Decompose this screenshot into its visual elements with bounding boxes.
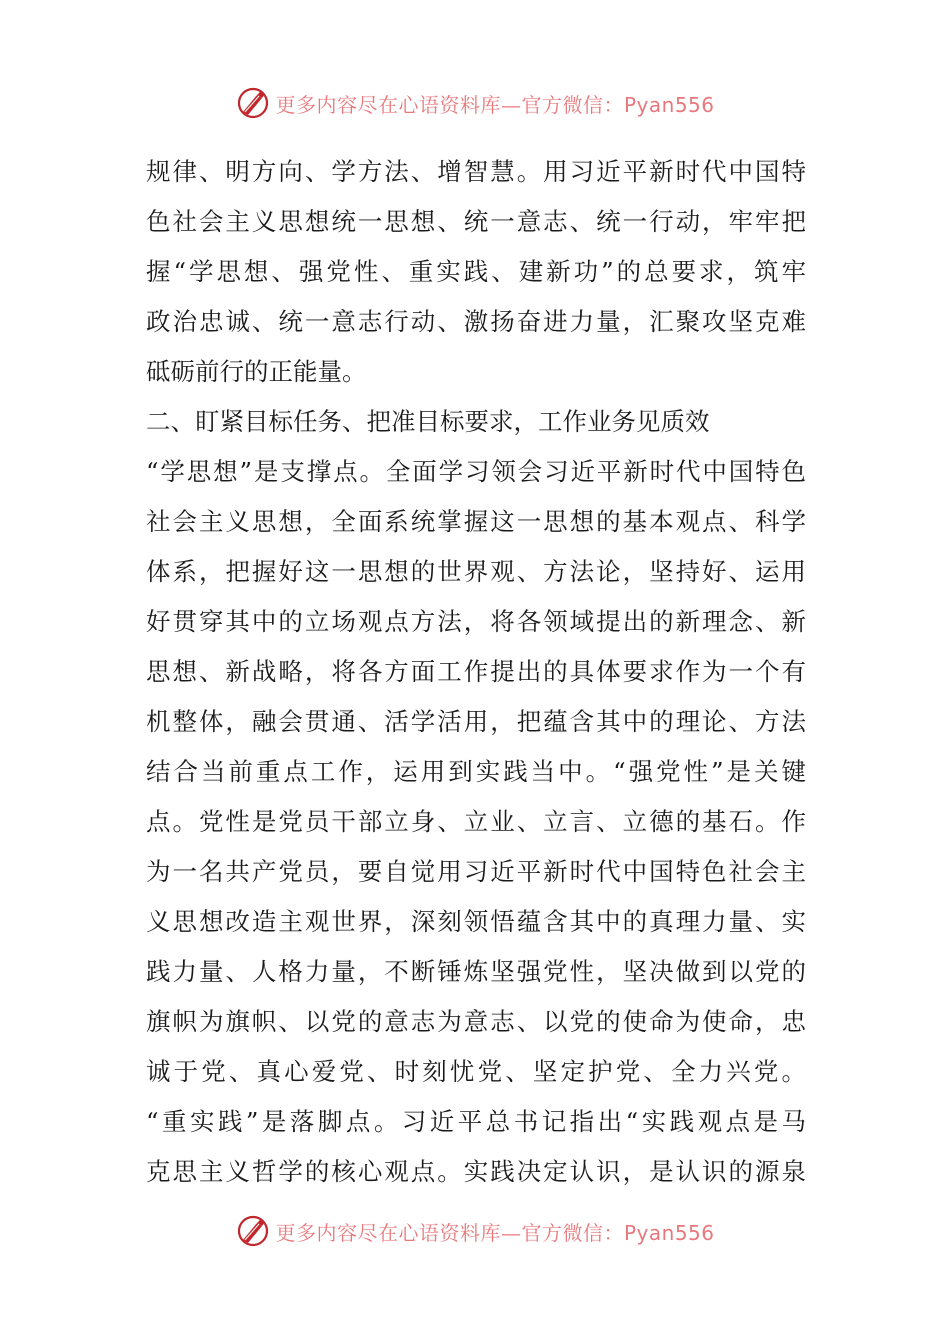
body-line: 义思想改造主观世界，深刻领悟蕴含其中的真理力量、实 <box>146 907 806 936</box>
section-heading: 二、盯紧目标任务、把准目标要求，工作业务见质效 <box>146 407 710 436</box>
body-line: 规律、明方向、学方法、增智慧。用习近平新时代中国特 <box>146 157 806 186</box>
body-line: 践力量、人格力量，不断锤炼坚强党性，坚决做到以党的 <box>146 957 806 986</box>
body-line: 为一名共产党员，要自觉用习近平新时代中国特色社会主 <box>146 857 806 886</box>
body-line: 机整体，融会贯通、活学活用，把蕴含其中的理论、方法 <box>146 707 806 736</box>
footer-banner <box>0 1208 950 1254</box>
body-line: 克思主义哲学的核心观点。实践决定认识，是认识的源泉 <box>146 1157 806 1186</box>
body-line: 旗帜为旗帜、以党的意志为意志、以党的使命为使命，忠 <box>146 1007 806 1036</box>
body-line: 诚于党、真心爱党、时刻忧党、坚定护党、全力兴党。 <box>146 1057 806 1086</box>
footer-wechat-id: Pyan556 <box>623 1220 715 1245</box>
pen-nib-logo-icon <box>235 1213 271 1249</box>
body-line: 政治忠诚、统一意志行动、激扬奋进力量，汇聚攻坚克难 <box>146 307 806 336</box>
body-line: 色社会主义思想统一思想、统一意志、统一行动，牢牢把 <box>146 207 806 236</box>
body-line: 社会主义思想，全面系统掌握这一思想的基本观点、科学 <box>146 507 806 536</box>
body-line: 砥砺前行的正能量。 <box>146 357 367 386</box>
body-line: 思想、新战略，将各方面工作提出的具体要求作为一个有 <box>146 657 806 686</box>
header-banner <box>0 80 950 126</box>
body-line: “重实践”是落脚点。习近平总书记指出“实践观点是马 <box>146 1107 806 1136</box>
body-line: 握“学思想、强党性、重实践、建新功”的总要求，筑牢 <box>146 257 806 286</box>
footer-banner-text: 更多内容尽在心语资料库—官方微信：Pyan556 <box>275 1220 715 1245</box>
pen-nib-logo-icon <box>235 85 271 121</box>
body-line: “学思想”是支撑点。全面学习领会习近平新时代中国特色 <box>146 457 806 486</box>
header-wechat-id: Pyan556 <box>623 92 715 117</box>
document-body <box>146 147 806 1197</box>
body-line: 体系，把握好这一思想的世界观、方法论，坚持好、运用 <box>146 557 806 586</box>
body-line: 好贯穿其中的立场观点方法，将各领域提出的新理念、新 <box>146 607 806 636</box>
body-line: 点。党性是党员干部立身、立业、立言、立德的基石。作 <box>146 807 806 836</box>
header-banner-text: 更多内容尽在心语资料库—官方微信：Pyan556 <box>275 92 715 117</box>
body-line: 结合当前重点工作，运用到实践当中。“强党性”是关键 <box>146 757 806 786</box>
